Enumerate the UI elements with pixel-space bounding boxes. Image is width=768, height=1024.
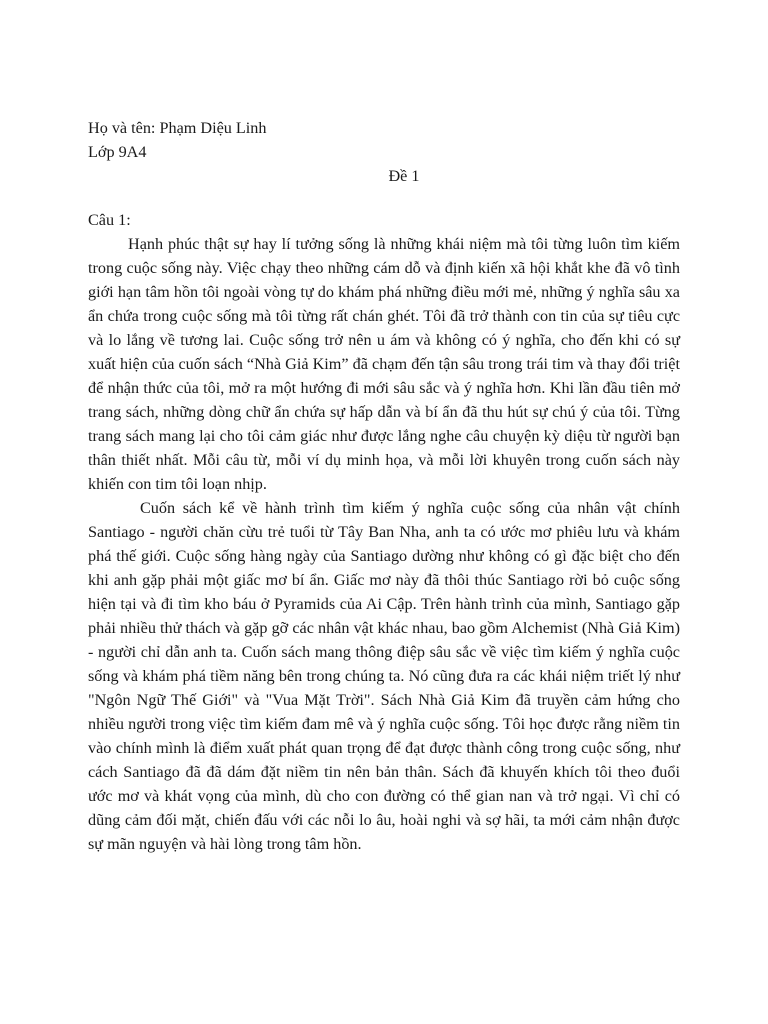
essay-paragraph-2: Cuốn sách kể về hành trình tìm kiếm ý nghĩa cuộc sống của nhân vật chính Santiago - người chăn cừu trẻ tuổi từ Tây Ban Nha, anh ta có ước mơ phiêu lưu và khám phá thế giới. Cuộc sống hàng ngày của Santiago dường như không có gì đặc biệt cho đến khi anh gặp phải một giấc mơ bí ẩn. Giấc mơ này đã thôi thúc Santiago rời bỏ cuộc sống hiện tại và đi tìm kho báu ở Pyramids của Ai Cập. Trên hành trình của mình, Santiago gặp phải nhiều thử thách và gặp gỡ các nhân vật khác nhau, bao gồm Alchemist (Nhà Giả Kim) - người chỉ dẫn anh ta. Cuốn sách mang thông điệp sâu sắc về việc tìm kiếm ý nghĩa cuộc sống và khám phá tiềm năng bên trong chúng ta. Nó cũng đưa ra các khái niệm triết lý như "Ngôn Ngữ Thế Giới" và "Vua Mặt Trời". Sách Nhà Giả Kim đã truyền cảm hứng cho nhiều người trong việc tìm kiếm đam mê và ý nghĩa cuộc sống. Tôi học được rằng niềm tin vào chính mình là điểm xuất phát quan trọng để đạt được thành công trong cuộc sống, như cách Santiago đã đã dám đặt niềm tin nên bản thân. Sách đã khuyến khích tôi theo đuổi ước mơ và khát vọng của mình, dù cho con đường có thể gian nan và trở ngại. Vì chỉ có dũng cảm đối mặt, chiến đấu với các nỗi lo âu, hoài nghi và sợ hãi, ta mới cảm nhận được sự mãn nguyện và hài lòng trong tâm hồn. bbox=[88, 499, 680, 853]
essay-paragraph-1: Hạnh phúc thật sự hay lí tưởng sống là những khái niệm mà tôi từng luôn tìm kiếm trong cuộc sống này. Việc chạy theo những cám dỗ và định kiến xã hội khắt khe đã vô tình giới hạn tâm hồn tôi ngoài vòng tự do khám phá những điều mới mẻ, những ý nghĩa sâu xa ẩn chứa trong cuộc sống mà tôi từng rất chán ghét. Tôi đã trở thành con tin của sự tiêu cực và lo lắng về tương lai. Cuộc sống trở nên u ám và không có ý nghĩa, cho đến khi có sự xuất hiện của cuốn sách “Nhà Giả Kim” đã chạm đến tận sâu trong trái tim và thay đổi triệt để nhận thức của tôi, mở ra một hướng đi mới sâu sắc và ý nghĩa hơn. Khi lần đầu tiên mở trang sách, những dòng chữ ẩn chứa sự hấp dẫn và bí ẩn đã thu hút sự chú ý của tôi. Từng trang sách mang lại cho tôi cảm giác như được lắng nghe câu chuyện kỳ diệu từ người bạn thân thiết nhất. Mỗi câu từ, mỗi ví dụ minh họa, và mỗi lời khuyên trong cuốn sách này khiến con tim tôi loạn nhịp. bbox=[88, 235, 680, 493]
student-name-line: Họ và tên: Phạm Diệu Linh bbox=[88, 119, 267, 137]
spacer bbox=[88, 188, 680, 208]
student-class-line: Lớp 9A4 bbox=[88, 143, 147, 161]
question-label: Câu 1: bbox=[88, 211, 131, 229]
document-content bbox=[88, 116, 680, 856]
exam-title: Đề 1 bbox=[388, 167, 420, 185]
